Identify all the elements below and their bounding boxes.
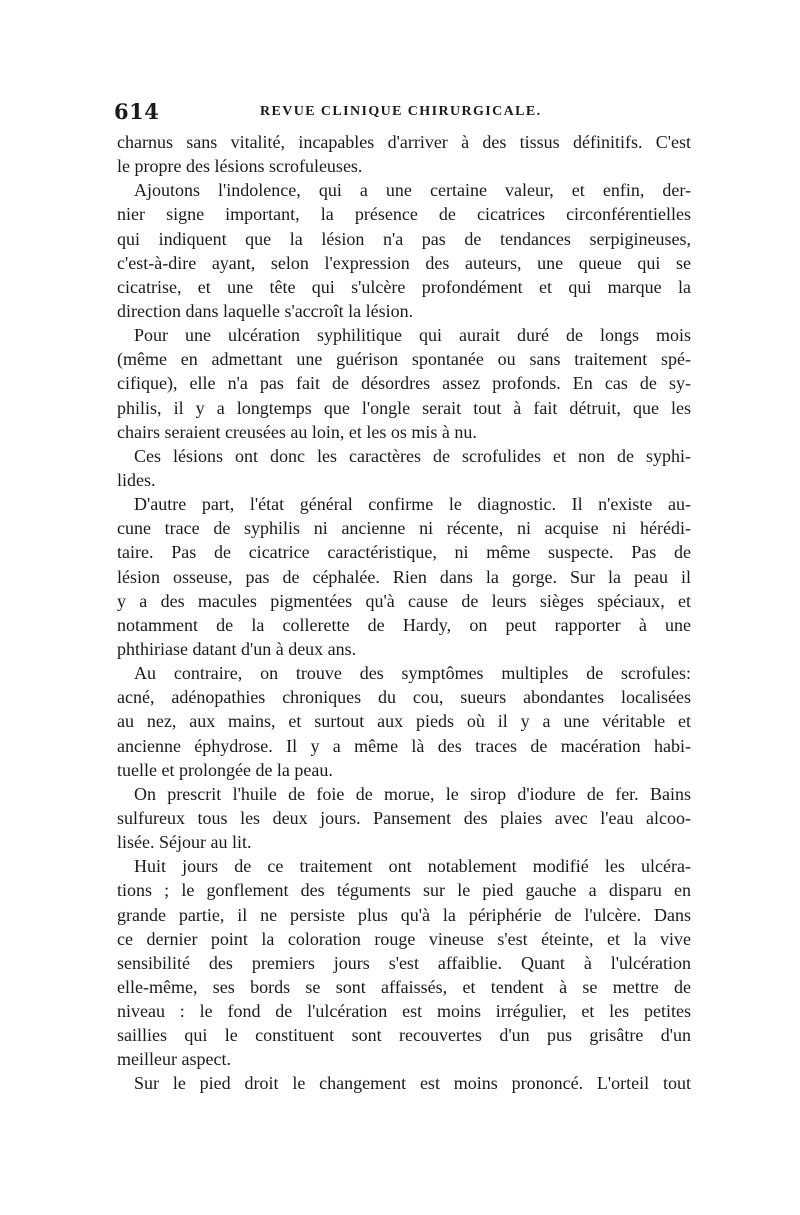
text-line: sulfureux tous les deux jours. Pansement des plaies avec l'eau alcoo- (117, 807, 691, 828)
text-line: Ces lésions ont donc les caractères de scrofulides et non de syphi- (134, 445, 691, 466)
text-line: Ajoutons l'indolence, qui a une certaine valeur, et enfin, der- (134, 180, 691, 201)
text-line: phthiriase datant d'un à deux ans. (117, 638, 357, 659)
text-line: notamment de la collerette de Hardy, on peut rapporter à une (117, 614, 691, 635)
text-line: (même en admettant une guérison spontanée ou sans traitement spé- (117, 349, 691, 370)
text-line: charnus sans vitalité, incapables d'arriver à des tissus définitifs. C'est (117, 132, 691, 152)
text-line: taire. Pas de cicatrice caractéristique, ni même suspecte. Pas de (117, 542, 691, 563)
text-line: Au contraire, on trouve des symptômes multiples de scrofules: (134, 663, 691, 684)
text-line: Pour une ulcération syphilitique qui aurait duré de longs mois (134, 325, 691, 346)
text-line: nier signe important, la présence de cicatrices circonférentielles (117, 204, 691, 225)
text-line: direction dans laquelle s'accroît la lésion. (117, 300, 414, 321)
text-line: tuelle et prolongée de la peau. (117, 759, 333, 780)
text-line: On prescrit l'huile de foie de morue, le sirop d'iodure de fer. Bains (134, 783, 691, 804)
text-line: Huit jours de ce traitement ont notablement modifié les ulcéra- (134, 856, 691, 877)
page-number: 614 (114, 99, 160, 124)
text-line: le propre des lésions scrofuleuses. (117, 156, 363, 177)
text-line: cicatrise, et une tête qui s'ulcère profondément et qui marque la (117, 276, 691, 297)
text-line: D'autre part, l'état général confirme le diagnostic. Il n'existe au- (134, 494, 691, 515)
text-line: lésion osseuse, pas de céphalée. Rien dans la gorge. Sur la peau il (117, 566, 691, 587)
text-line: Sur le pied droit le changement est moins prononcé. L'orteil tout (134, 1073, 691, 1094)
journal-title: REVUE CLINIQUE CHIRURGICALE. (260, 104, 542, 119)
text-line: au nez, aux mains, et surtout aux pieds où il y a une véritable et (117, 711, 691, 732)
text-line: philis, il y a longtemps que l'ongle serait tout à fait détruit, que les (117, 397, 691, 418)
text-line: ce dernier point la coloration rouge vineuse s'est éteinte, et la vive (117, 928, 691, 949)
text-line: tions ; le gonflement des téguments sur le pied gauche a disparu en (117, 880, 691, 901)
text-line: elle-même, ses bords se sont affaissés, et tendent à se mettre de (117, 976, 691, 997)
text-line: lides. (117, 469, 156, 490)
body-text (117, 130, 691, 1096)
running-head (114, 98, 694, 126)
text-line: cune trace de syphilis ni ancienne ni récente, ni acquise ni hérédi- (117, 518, 691, 539)
text-line: cifique), elle n'a pas fait de désordres assez profonds. En cas de sy- (117, 373, 691, 394)
text-line: meilleur aspect. (117, 1049, 231, 1070)
text-line: y a des macules pigmentées qu'à cause de leurs sièges spéciaux, et (117, 590, 691, 611)
text-line: ancienne éphydrose. Il y a même là des traces de macération habi- (117, 735, 691, 756)
text-line: saillies qui le constituent sont recouvertes d'un pus grisâtre d'un (117, 1025, 691, 1046)
text-line: qui indiquent que la lésion n'a pas de tendances serpigineuses, (117, 228, 691, 249)
text-line: chairs seraient creusées au loin, et les os mis à nu. (117, 421, 477, 442)
text-line: niveau : le fond de l'ulcération est moins irrégulier, et les petites (117, 1001, 691, 1022)
text-line: acné, adénopathies chroniques du cou, sueurs abondantes localisées (117, 687, 691, 708)
text-line: sensibilité des premiers jours s'est affaiblie. Quant à l'ulcération (117, 952, 691, 973)
text-line: c'est-à-dire ayant, selon l'expression des auteurs, une queue qui se (117, 252, 691, 273)
text-line: lisée. Séjour au lit. (117, 832, 252, 853)
text-line: grande partie, il ne persiste plus qu'à la périphérie de l'ulcère. Dans (117, 904, 691, 925)
